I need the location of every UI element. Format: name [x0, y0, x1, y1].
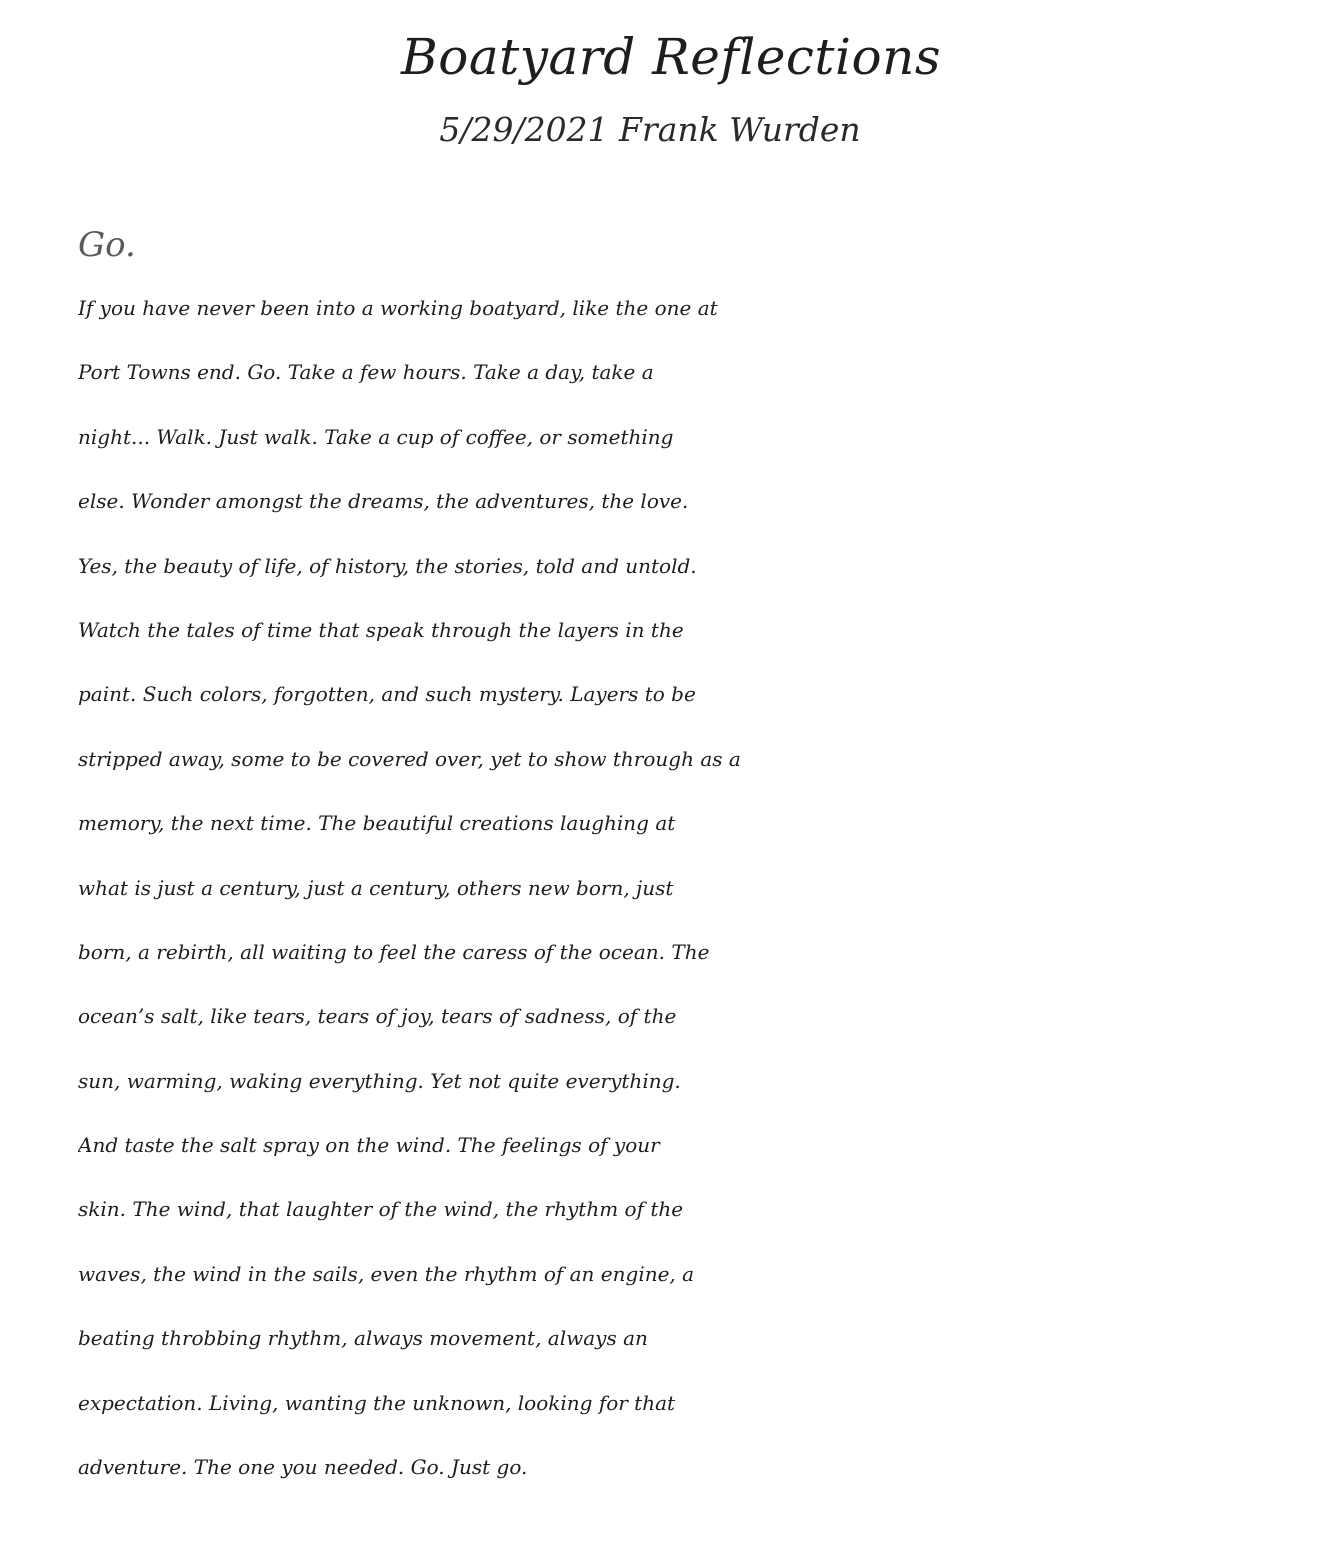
text-line: expectation. Living, wanting the unknown, looking for that: [78, 1390, 676, 1415]
text-line: ocean’s salt, like tears, tears of joy, tears of sadness, of the: [78, 1004, 677, 1029]
text-line: skin. The wind, that laughter of the wind, the rhythm of the: [78, 1197, 684, 1222]
text-line: adventure. The one you needed. Go. Just go.: [78, 1455, 528, 1480]
text-line: born, a rebirth, all waiting to feel the caress of the ocean. The: [78, 939, 710, 964]
text-line: stripped away, some to be covered over, yet to show through as a: [78, 746, 741, 771]
text-line: Yes, the beauty of life, of history, the stories, told and untold.: [78, 553, 697, 578]
text-line: what is just a century, just a century, others new born, just: [78, 875, 674, 900]
text-line: memory, the next time. The beautiful creations laughing at: [78, 811, 676, 836]
document-title: Boatyard Reflections: [401, 28, 941, 86]
text-line: waves, the wind in the sails, even the rhythm of an engine, a: [78, 1261, 695, 1286]
opening-line: Go.: [78, 225, 136, 265]
text-line: beating throbbing rhythm, always movement, always an: [78, 1326, 648, 1351]
text-line: If you have never been into a working boatyard, like the one at: [78, 296, 718, 320]
text-line: sun, warming, waking everything. Yet not quite everything.: [78, 1068, 681, 1093]
poem-body: [78, 276, 1278, 1499]
text-line: paint. Such colors, forgotten, and such mystery. Layers to be: [78, 682, 696, 707]
text-line: Port Towns end. Go. Take a few hours. Take a day, take a: [78, 360, 654, 385]
text-line: And taste the salt spray on the wind. The feelings of your: [78, 1133, 660, 1158]
text-line: else. Wonder amongst the dreams, the adventures, the love.: [78, 489, 689, 514]
text-line: night... Walk. Just walk. Take a cup of coffee, or something: [78, 424, 674, 449]
text-line: Watch the tales of time that speak through the layers in the: [78, 617, 684, 642]
document-byline: 5/29/2021 Frank Wurden: [439, 110, 861, 149]
